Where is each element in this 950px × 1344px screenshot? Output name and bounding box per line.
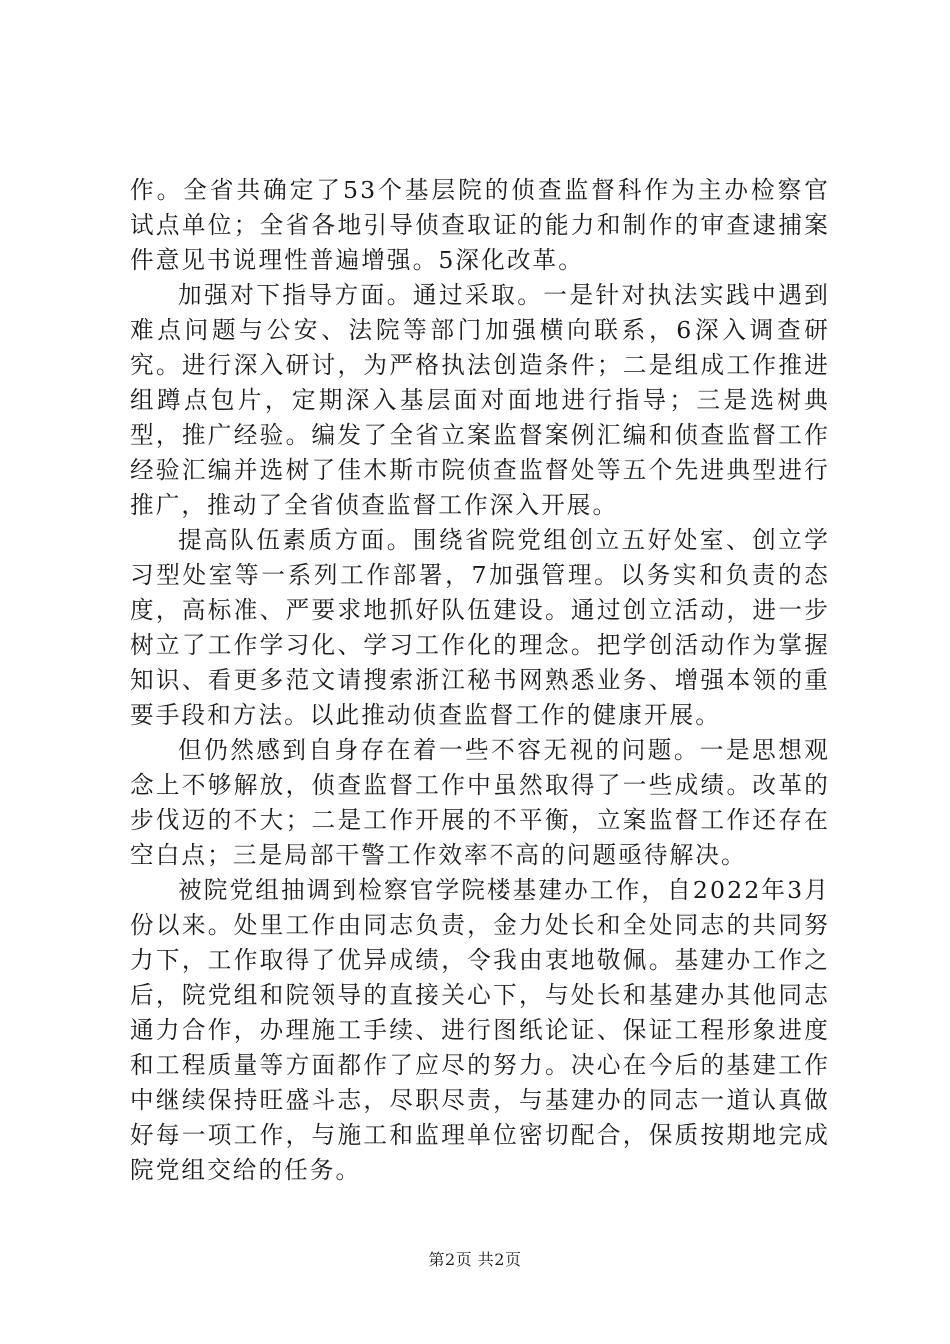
document-body <box>130 173 830 1188</box>
paragraph-team-quality: 提高队伍素质方面。围绕省院党组创立五好处室、创立学习型处室等一系列工作部署，7加强管理。以务实和负责的态度，高标准、严要求地抓好队伍建设。通过创立活动，进一步树立了工作学习化、学习工作化的理念。把学创活动作为掌握知识、看更多范文请搜索浙江秘书网熟悉业务、增强本领的重要手段和方法。以此推动侦查监督工作的健康开展。 <box>130 526 830 729</box>
paragraph-construction-office: 被院党组抽调到检察官学院楼基建办工作，自2022年3月份以来。处里工作由同志负责，金力处长和全处同志的共同努力下，工作取得了优异成绩，令我由衷地敬佩。基建办工作之后，院党组和院领导的直接关心下，与处长和基建办其他同志通力合作，办理施工手续、进行图纸论证、保证工程形象进度和工程质量等方面都作了应尽的努力。决心在今后的基建工作中继续保持旺盛斗志，尽职尽责，与基建办的同志一道认真做好每一项工作，与施工和监理单位密切配合，保质按期地完成院党组交给的任务。 <box>130 876 830 1184</box>
page-number-footer: 第2页 共2页 <box>428 1250 522 1269</box>
paragraph-guidance: 加强对下指导方面。通过采取。一是针对执法实践中遇到难点问题与公安、法院等部门加强横向联系，6深入调查研究。进行深入研讨，为严格执法创造条件；二是组成工作推进组蹲点包片，定期深入基层面对面地进行指导；三是选树典型，推广经验。编发了全省立案监督案例汇编和侦查监督工作经验汇编并选树了佳木斯市院侦查监督处等五个先进典型进行推广，推动了全省侦查监督工作深入开展。 <box>130 281 830 519</box>
paragraph-problems: 但仍然感到自身存在着一些不容无视的问题。一是思想观念上不够解放，侦查监督工作中虽然取得了一些成绩。改革的步伐迈的不大；二是工作开展的不平衡，立案监督工作还存在空白点；三是局部干警工作效率不高的问题亟待解决。 <box>130 736 830 869</box>
paragraph-continued: 作。全省共确定了53个基层院的侦查监督科作为主办检察官试点单位；全省各地引导侦查取证的能力和制作的审查逮捕案件意见书说理性普遍增强。5深化改革。 <box>130 176 830 274</box>
